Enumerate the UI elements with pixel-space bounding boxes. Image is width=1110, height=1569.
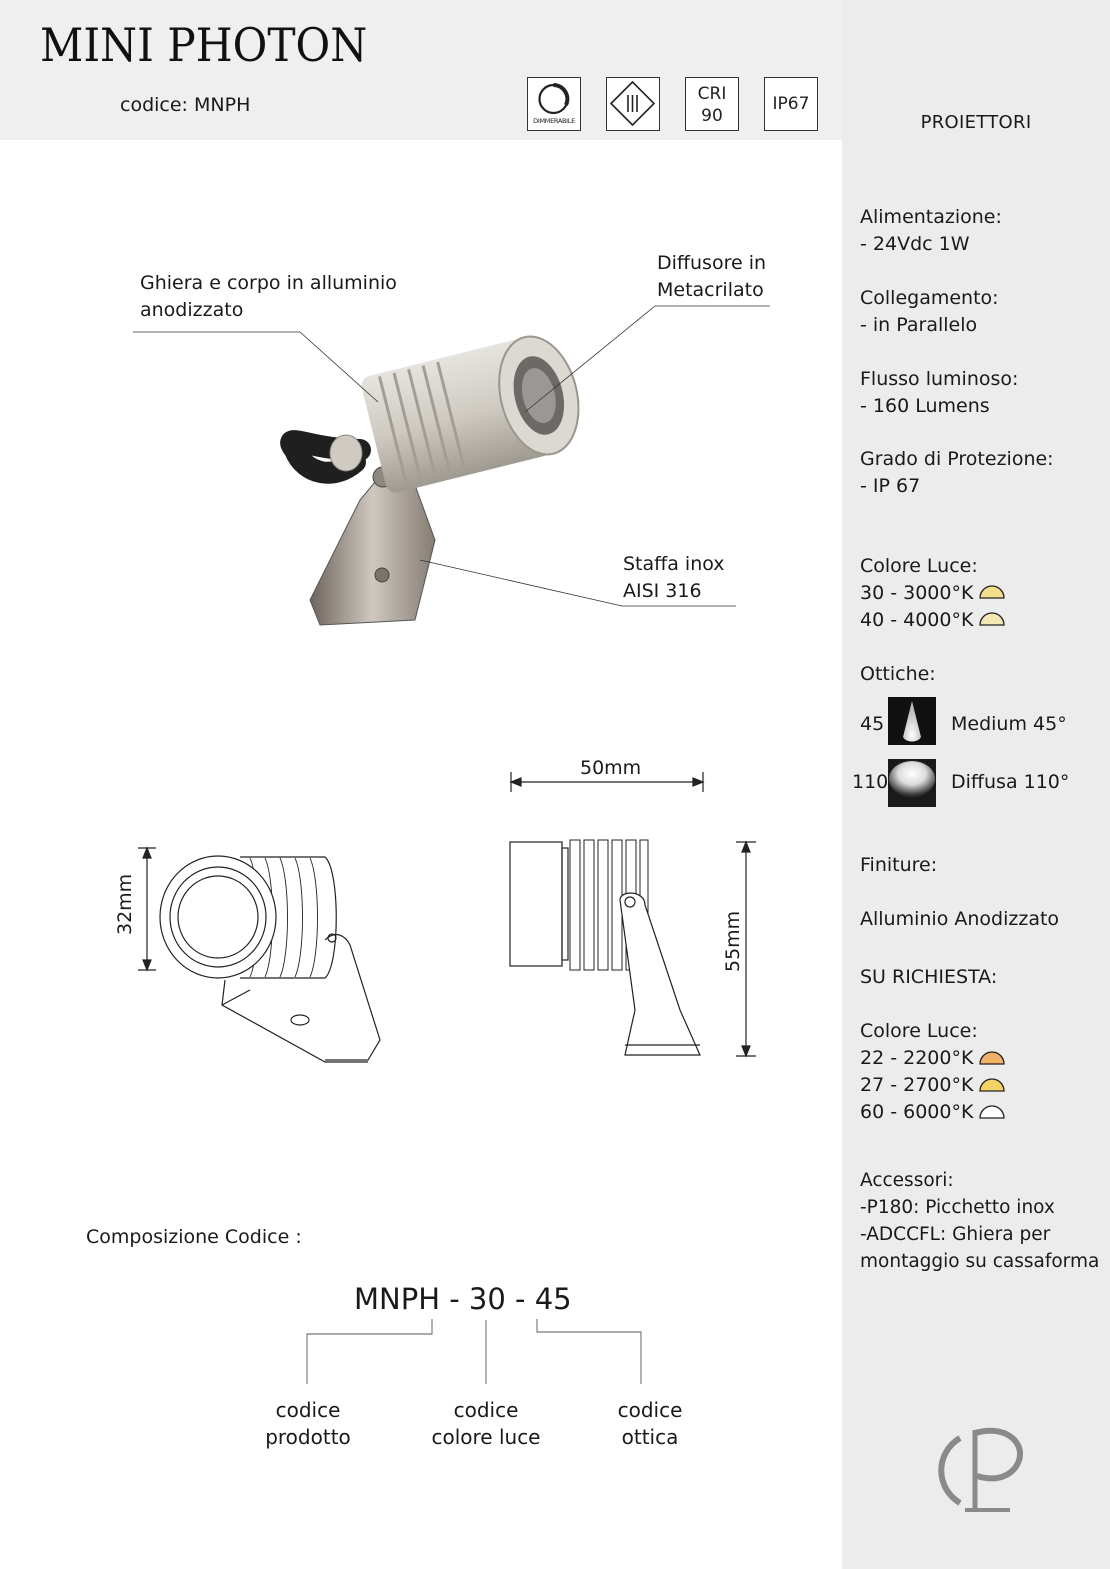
accessory-item: -P180: Picchetto inox <box>860 1197 1055 1218</box>
callout-body-line2: anodizzato <box>140 299 244 321</box>
code-part-optics-line2: ottica <box>621 1425 679 1449</box>
optic-code-45: 45 <box>860 713 885 735</box>
optic-code-110: 110 <box>852 771 889 793</box>
code-part-optics <box>590 1397 710 1451</box>
request-color-label: 22 - 2200°K <box>860 1047 974 1069</box>
cri-label: CRI <box>697 84 727 104</box>
cri-value: 90 <box>701 106 723 126</box>
code-part-product <box>248 1397 368 1451</box>
code-part-light-color-line1: codice <box>453 1398 519 1422</box>
spec-optics-title: Ottiche: <box>860 663 936 685</box>
optic-name-medium: Medium 45° <box>951 713 1067 735</box>
brand-logo <box>930 1418 1030 1518</box>
request-color-row-6000 <box>860 1099 973 1126</box>
product-title: MINI PHOTON <box>40 18 368 72</box>
product-code-value: MNPH <box>194 94 251 116</box>
color-dome-icon <box>979 585 1005 599</box>
callout-diffuser-line1: Diffusore in <box>657 252 767 274</box>
spec-power-title: Alimentazione: <box>860 206 1002 228</box>
product-code-label: codice: <box>120 94 188 116</box>
color-dome-icon <box>979 612 1005 626</box>
spec-power <box>860 204 1002 258</box>
accessory-item: -ADCCFL: Ghiera per <box>860 1224 1051 1245</box>
callout-body-line1: Ghiera e corpo in alluminio <box>140 272 397 294</box>
code-example-prefix: MNPH <box>354 1282 441 1316</box>
request-color-row-2200 <box>860 1045 973 1072</box>
spec-flux <box>860 366 1018 420</box>
ip-label: IP67 <box>772 94 810 114</box>
callout-diffuser-line2: Metacrilato <box>657 279 764 301</box>
spec-request-color-title: Colore Luce: <box>860 1020 978 1042</box>
code-part-optics-line1: codice <box>617 1398 683 1422</box>
callout-bracket-line2: AISI 316 <box>623 580 702 602</box>
code-bracket-lines <box>300 1315 650 1387</box>
wide-beam-icon <box>888 759 936 807</box>
spec-finish-value: Alluminio Anodizzato <box>860 908 1060 930</box>
spec-power-value: - 24Vdc 1W <box>860 233 970 255</box>
light-color-row-3000 <box>860 580 973 607</box>
code-composition-title: Composizione Codice : <box>86 1226 302 1248</box>
request-color-label: 60 - 6000°K <box>860 1101 974 1123</box>
accessory-item: montaggio su cassaforma <box>860 1251 1100 1272</box>
dimension-50mm: 50mm <box>580 757 642 779</box>
spec-connection-value: - in Parallelo <box>860 314 978 336</box>
dimension-55mm: 55mm <box>722 910 744 972</box>
spec-flux-title: Flusso luminoso: <box>860 368 1019 390</box>
dimension-32mm: 32mm <box>114 873 136 935</box>
spec-light-color-title: Colore Luce: <box>860 555 978 577</box>
optic-name-wide: Diffusa 110° <box>951 771 1070 793</box>
callout-body <box>140 270 397 324</box>
color-dome-icon <box>979 1105 1005 1119</box>
light-color-label: 40 - 4000°K <box>860 609 974 631</box>
callout-lines <box>0 0 842 720</box>
technical-drawings <box>100 740 800 1080</box>
spec-connection-title: Collegamento: <box>860 287 999 309</box>
callout-bracket <box>623 551 725 605</box>
spec-accessories <box>860 1167 1099 1275</box>
code-example <box>354 1282 572 1316</box>
spec-accessories-title: Accessori: <box>860 1170 954 1191</box>
spec-protection-value: - IP 67 <box>860 475 921 497</box>
spec-protection <box>860 446 1054 500</box>
spec-finish-title: Finiture: <box>860 854 938 876</box>
light-color-label: 30 - 3000°K <box>860 582 974 604</box>
dimmable-label: DIMMERABILE <box>533 117 575 125</box>
code-example-rest: - 30 - 45 <box>440 1282 572 1316</box>
callout-diffuser <box>657 250 766 304</box>
code-part-light-color-line2: colore luce <box>431 1425 541 1449</box>
medium-beam-icon <box>888 697 936 745</box>
color-dome-icon <box>979 1051 1005 1065</box>
code-part-product-line1: codice <box>275 1398 341 1422</box>
spec-flux-value: - 160 Lumens <box>860 395 990 417</box>
spec-protection-title: Grado di Protezione: <box>860 448 1054 470</box>
light-color-row-4000 <box>860 607 973 634</box>
code-part-light-color <box>416 1397 556 1451</box>
color-dome-icon <box>979 1078 1005 1092</box>
callout-bracket-line1: Staffa inox <box>623 553 725 575</box>
request-color-label: 27 - 2700°K <box>860 1074 974 1096</box>
spec-connection <box>860 285 999 339</box>
category-label: PROIETTORI <box>920 112 1032 133</box>
code-part-product-line2: prodotto <box>265 1425 351 1449</box>
spec-on-request-title: SU RICHIESTA: <box>860 966 998 988</box>
request-color-row-2700 <box>860 1072 973 1099</box>
